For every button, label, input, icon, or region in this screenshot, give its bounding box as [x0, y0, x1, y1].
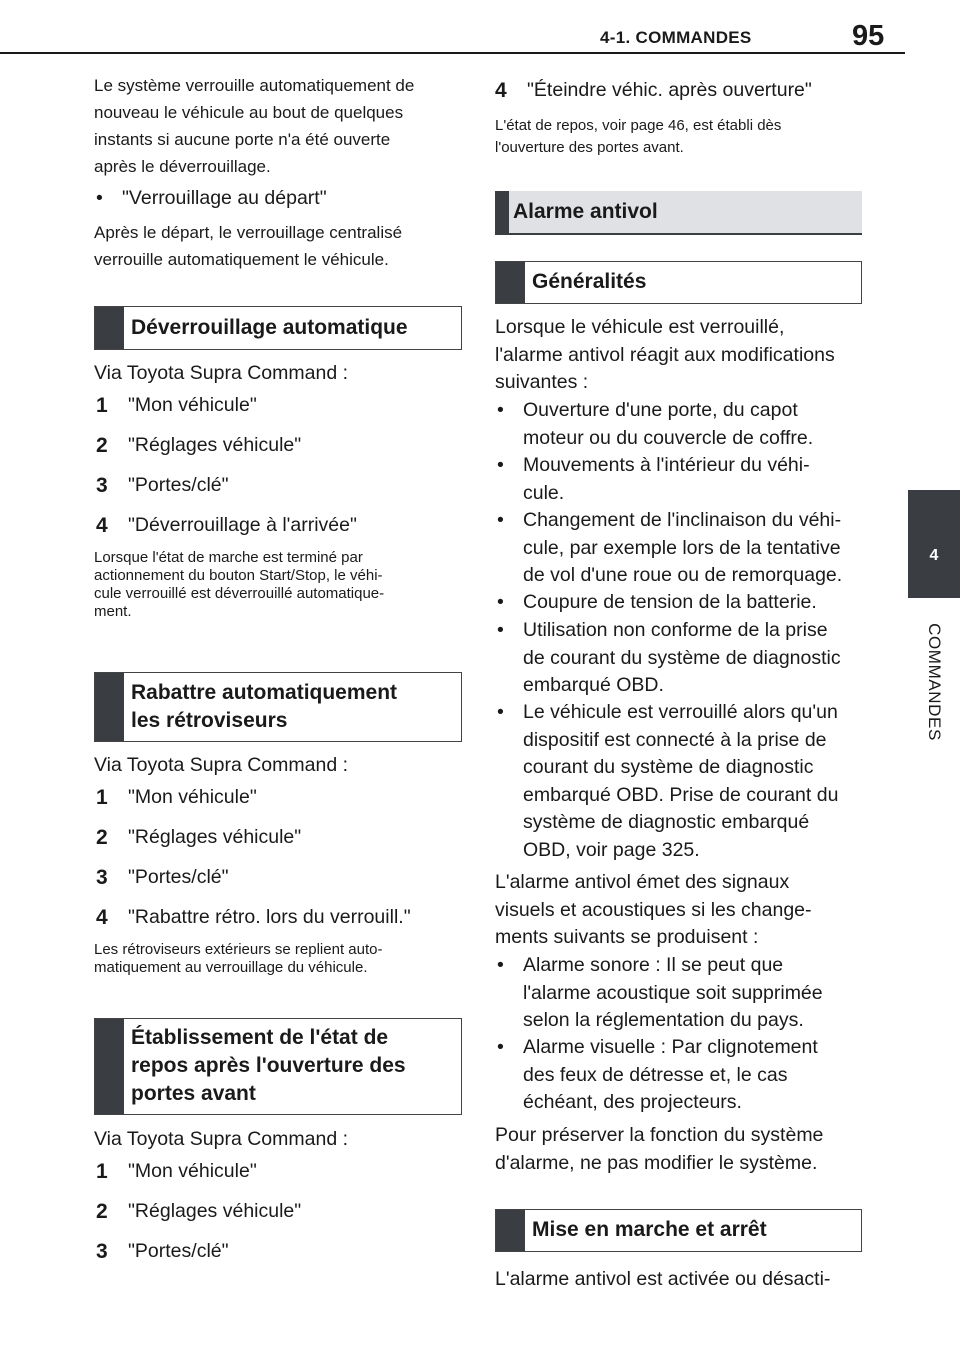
s2-note: Les rétroviseurs extérieurs se replient auto- matiquement au verrouillage du véhicule.: [94, 941, 383, 976]
step-item: 4 "Déverrouillage à l'arrivée": [96, 514, 357, 537]
s1-note: Lorsque l'état de marche est terminé par actionnement du bouton Start/Stop, le véhi- cule verrouillé est déverrouillé automatique- ment.: [94, 549, 385, 620]
header-rule: [0, 52, 905, 54]
step-item: 2 "Réglages véhicule": [96, 434, 302, 457]
via-command-text: Via Toyota Supra Command :: [94, 362, 349, 384]
via-command-text: Via Toyota Supra Command :: [94, 1128, 349, 1150]
step-item: 1 "Mon véhicule": [96, 786, 257, 809]
step-item: 4 "Rabattre rétro. lors du verrouill.": [96, 906, 411, 929]
chapter-label: COMMANDES: [925, 623, 944, 741]
heading-generalites: Généralités: [495, 261, 862, 304]
preserve-paragraph: Pour préserver la fonction du système d'alarme, ne pas modifier le système.: [495, 1124, 824, 1174]
chapter-tab: [908, 490, 960, 598]
via-command-text: Via Toyota Supra Command :: [94, 754, 349, 776]
heading-deverrouillage-automatique: Déverrouillage automatique: [94, 306, 462, 350]
step-item: 3 "Portes/clé": [96, 474, 229, 497]
intro-paragraph: Le système verrouille automatiquement de nouveau le véhicule au bout de quelques instants si aucune porte n'a été ouverte après le déverrouillage.: [94, 76, 415, 176]
step4-note: L'état de repos, voir page 46, est établi dès l'ouverture des portes avant.: [495, 117, 782, 156]
step-item: 3 "Portes/clé": [96, 866, 229, 889]
step-item: 1 "Mon véhicule": [96, 394, 257, 417]
after-start-paragraph: Après le départ, le verrouillage centralisé verrouille automatiquement le véhicule.: [94, 223, 403, 269]
heading-mise-en-marche: Mise en marche et arrêt: [495, 1209, 862, 1252]
section-title: 4-1. COMMANDES: [600, 28, 752, 47]
heading-alarme-antivol: Alarme antivol: [495, 191, 862, 235]
heading-etat-de-repos: Établissement de l'état de repos après l'ouverture des portes avant: [94, 1018, 462, 1115]
general-intro: Lorsque le véhicule est verrouillé, l'alarme antivol réagit aux modifications suivantes :: [495, 316, 835, 393]
chapter-number: 4: [929, 547, 939, 564]
heading-rabattre-retroviseurs: Rabattre automatiquement les rétroviseurs: [94, 672, 462, 742]
step-item: 4 "Éteindre véhic. après ouverture": [495, 79, 812, 102]
bullet-item: • "Verrouillage au départ": [96, 187, 327, 209]
signals-intro: L'alarme antivol émet des signaux visuels et acoustiques si les change- ments suivants se produisent :: [495, 871, 812, 948]
step-item: 2 "Réglages véhicule": [96, 826, 302, 849]
step-item: 1 "Mon véhicule": [96, 1160, 257, 1183]
step-item: 3 "Portes/clé": [96, 1240, 229, 1263]
last-line: L'alarme antivol est activée ou désacti-: [495, 1268, 831, 1290]
step-item: 2 "Réglages véhicule": [96, 1200, 302, 1223]
page-number: 95: [852, 20, 885, 52]
